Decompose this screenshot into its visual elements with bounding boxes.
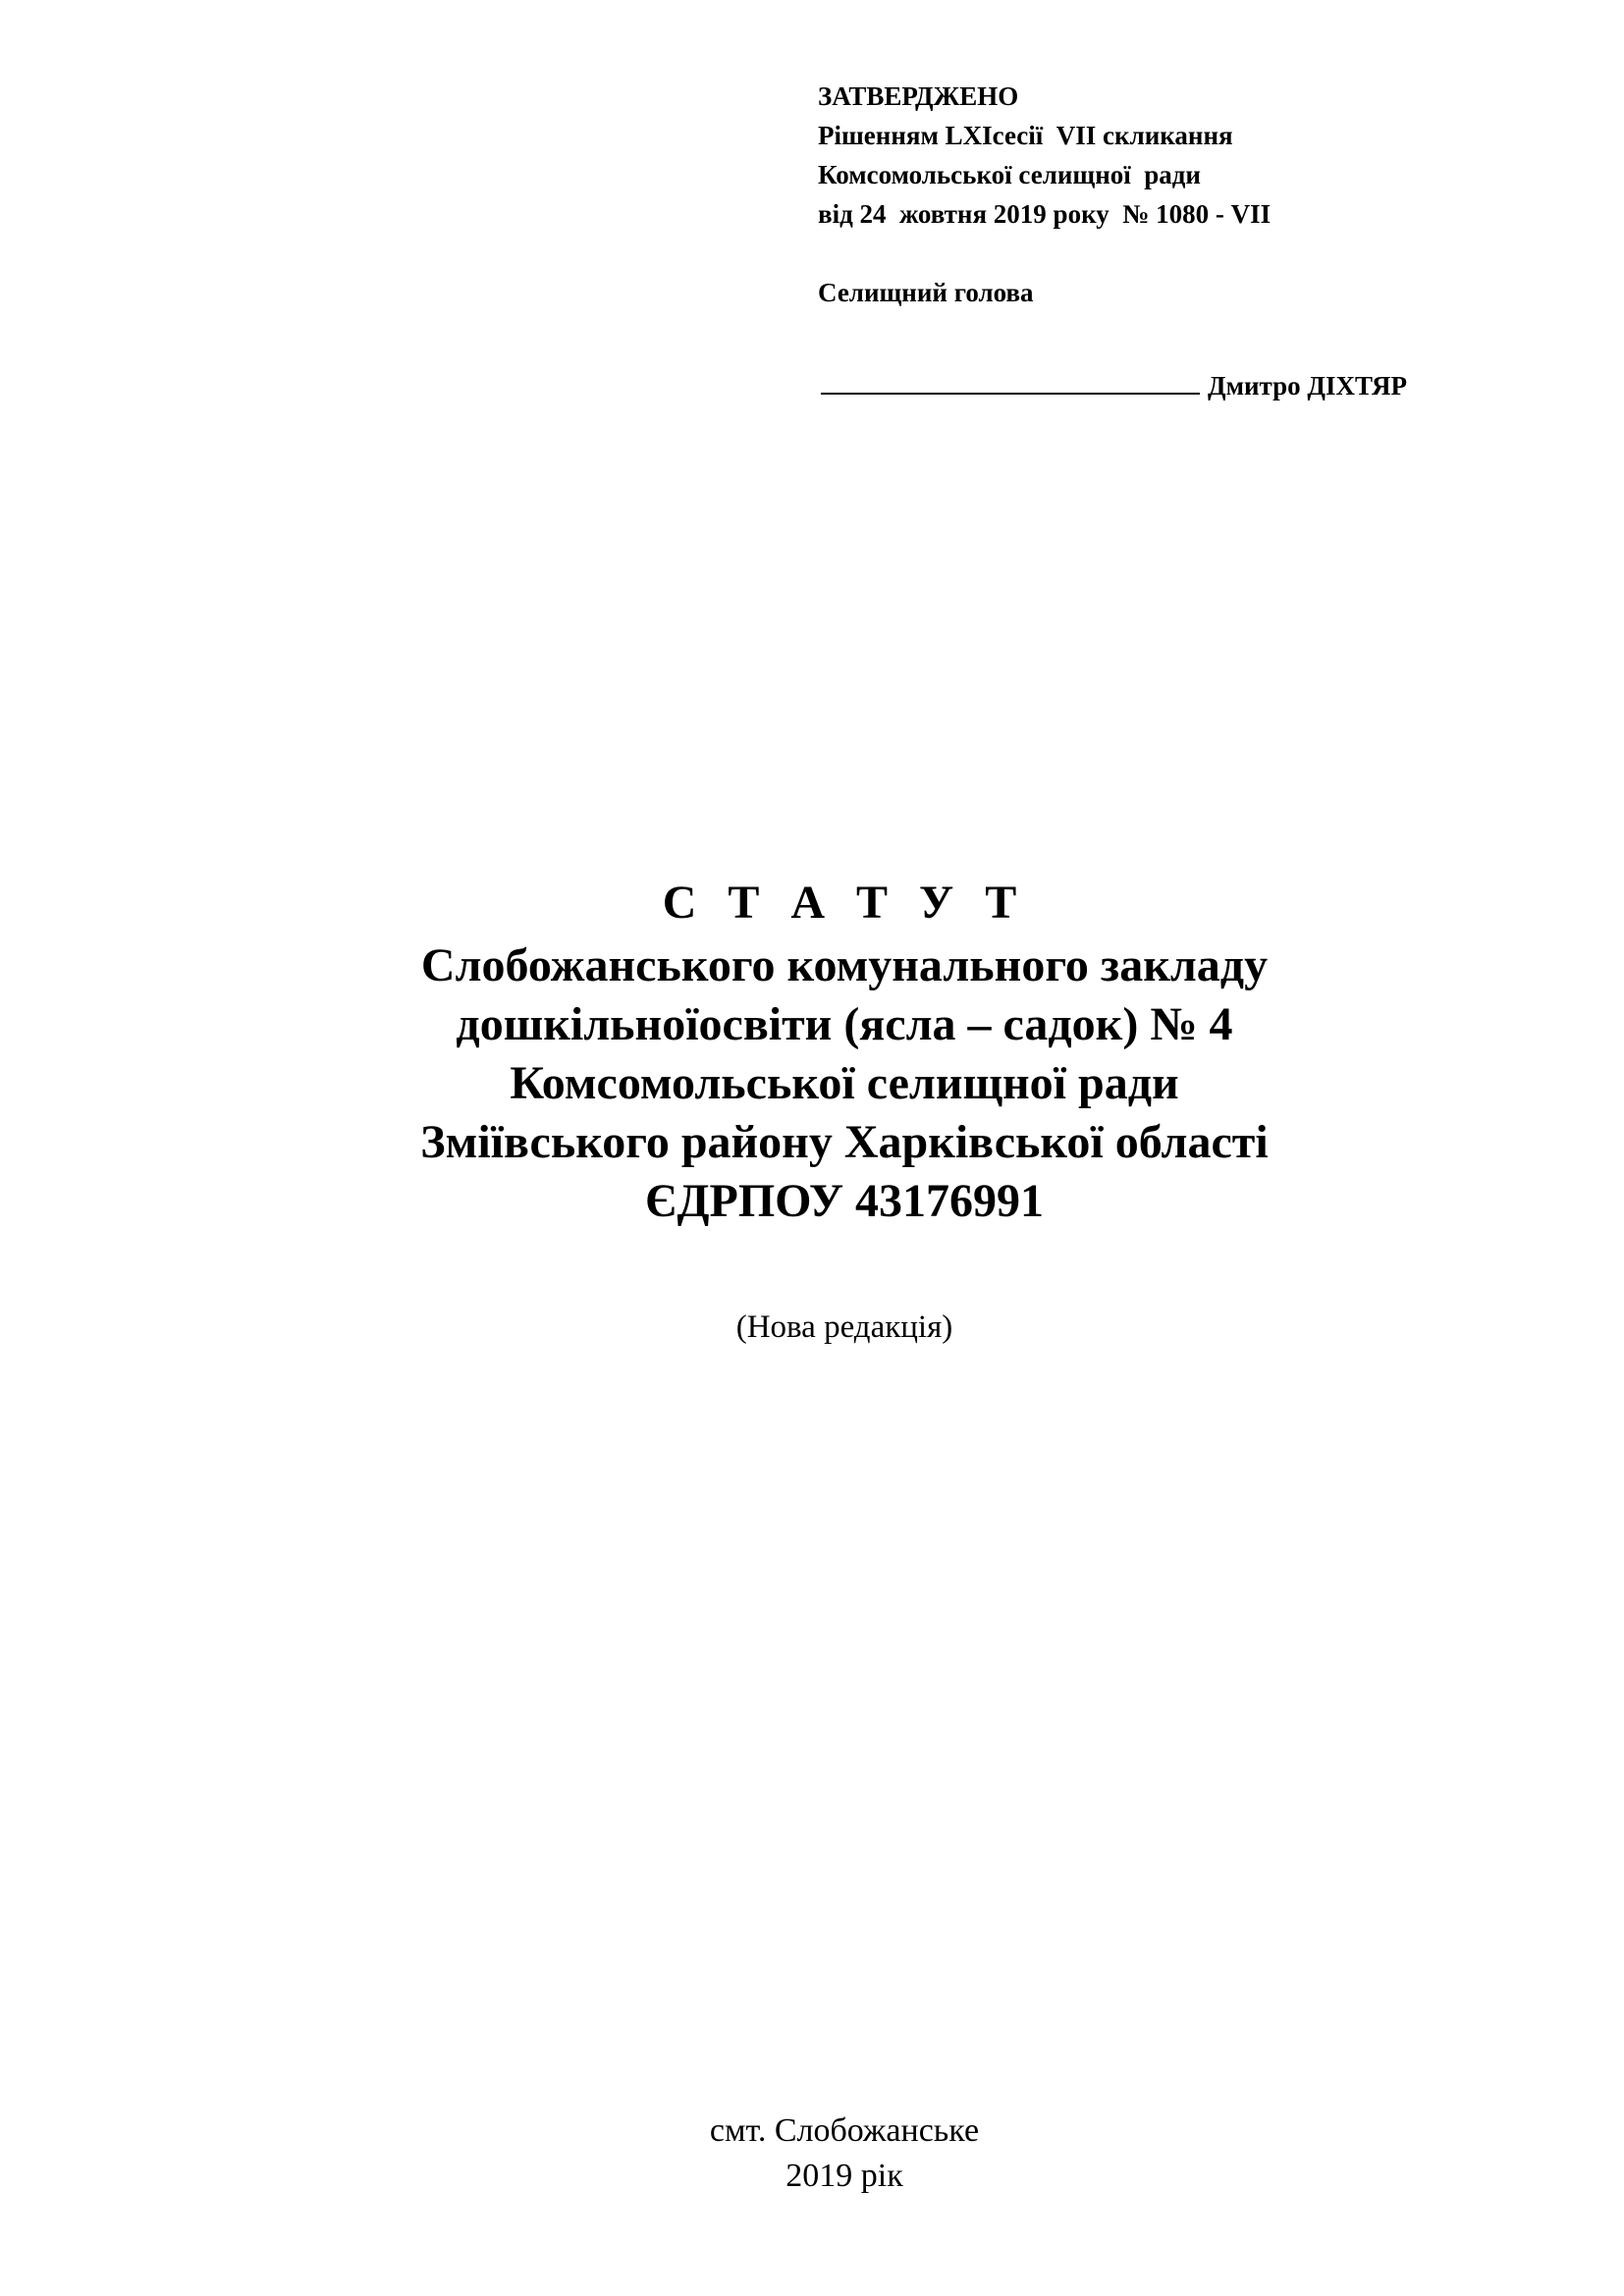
approval-block	[818, 77, 1584, 312]
title-line-type: дошкільноїосвіти (ясла – садок) № 4	[456, 998, 1233, 1050]
title-line-region: Зміївського району Харківської області	[420, 1116, 1269, 1168]
footer-year: 2019 рік	[785, 2158, 903, 2194]
signature-line	[821, 363, 1200, 395]
decision-line: Рішенням LXIсесії VII скликання	[818, 121, 1233, 150]
council-line: Комсомольської селищної ради	[818, 160, 1201, 189]
footer-place: смт. Слобожанське	[709, 2112, 980, 2149]
head-label: Селищний голова	[818, 278, 1034, 307]
approved-label: ЗАТВЕРДЖЕНО	[818, 81, 1019, 111]
title-line-edrpou: ЄДРПОУ 43176991	[644, 1175, 1045, 1227]
document-title	[0, 874, 1624, 1231]
title-line-council: Комсомольської селищної ради	[510, 1057, 1179, 1109]
footer	[0, 2109, 1624, 2199]
decision-date-line: від 24 жовтня 2019 року № 1080 - VII	[818, 199, 1272, 229]
title-line-institution: Слобожанського комунального закладу	[420, 939, 1269, 991]
signature-row	[821, 363, 1407, 405]
signatory-name: Дмитро ДІХТЯР	[1208, 371, 1407, 400]
edition-note: (Нова редакція)	[735, 1309, 953, 1345]
statute-heading: С Т А Т У Т	[662, 877, 1027, 929]
